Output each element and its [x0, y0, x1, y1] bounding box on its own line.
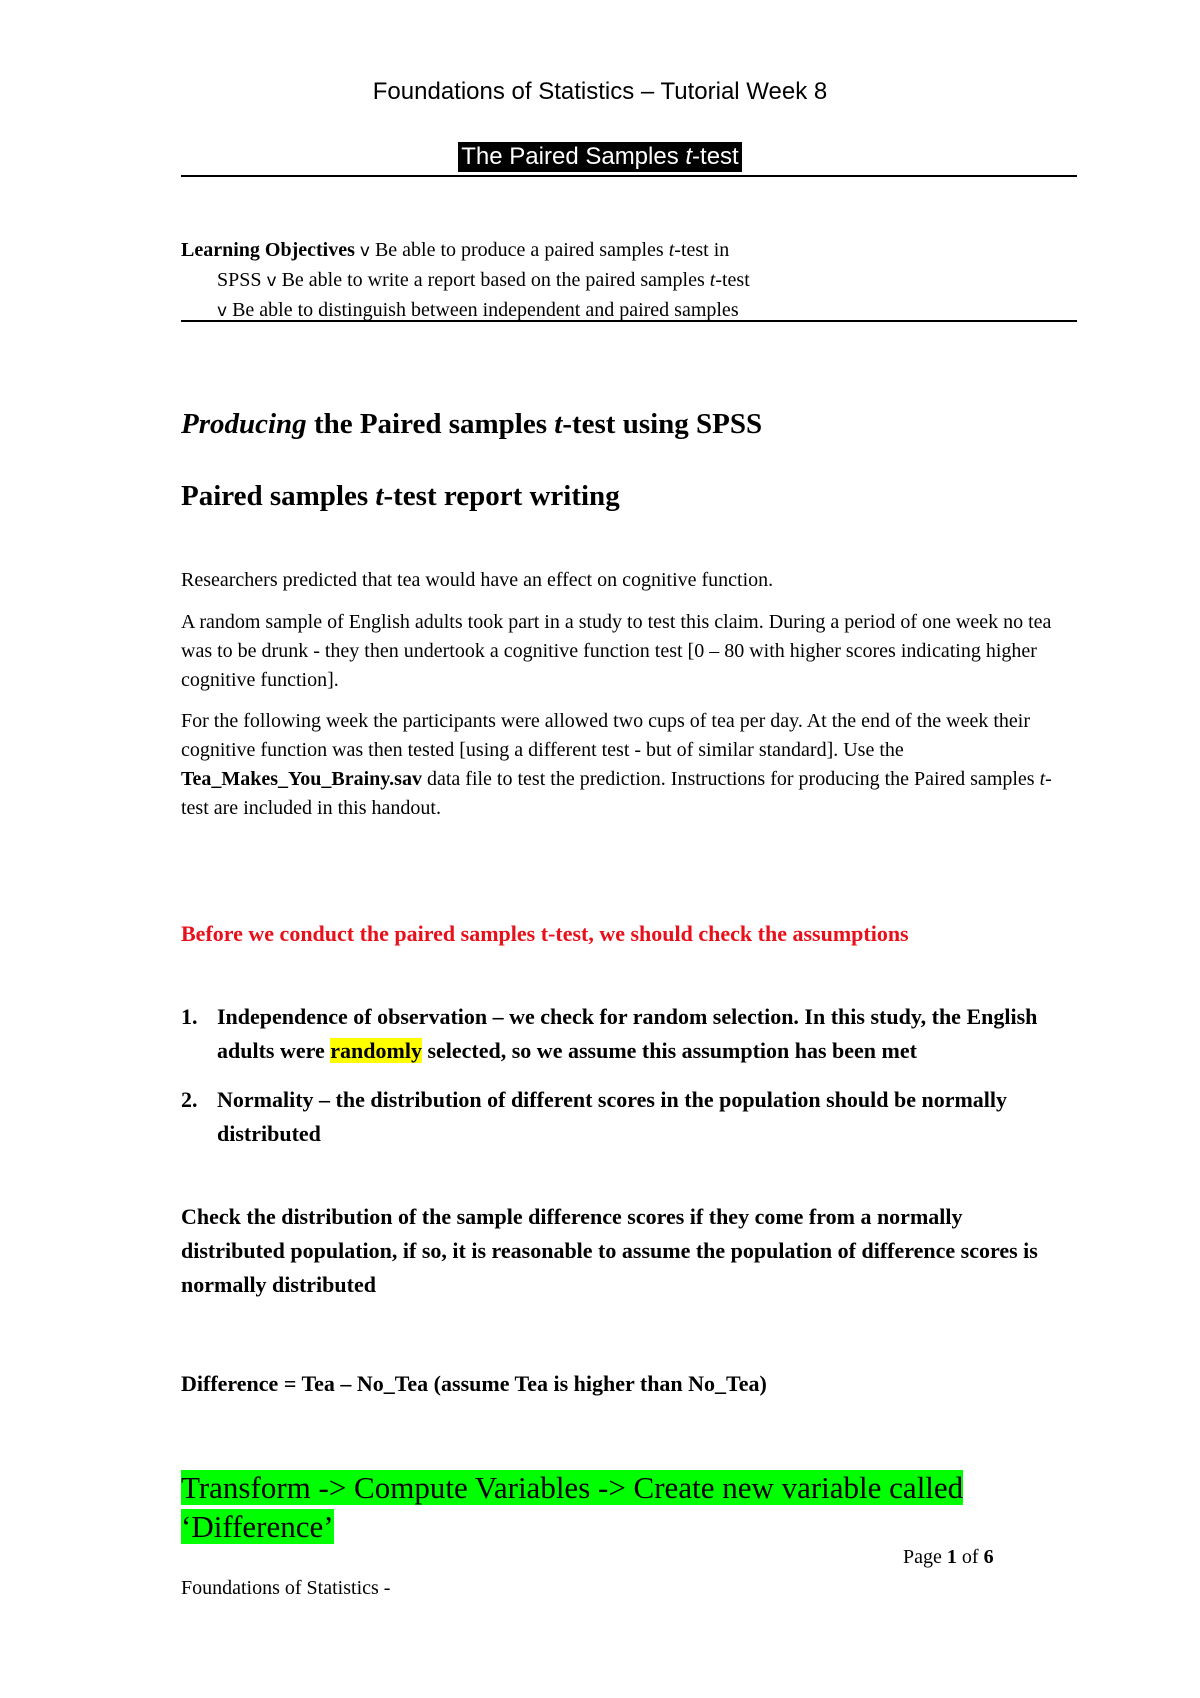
objectives-line-2: SPSS v Be able to write a report based on the paired samples t-test	[217, 269, 750, 291]
check-bullet-icon: v	[217, 301, 228, 321]
paragraph-sample: A random sample of English adults took part in a study to test this claim. During a period of one week no tea was to be drunk - they then undertook a cognitive function test [0 – 80 with higher scores indicating higher cognitive function].	[181, 611, 1052, 691]
highlight-randomly: randomly	[330, 1038, 422, 1063]
list-item: 2. Normality – the distribution of different scores in the population should be normally distributed	[181, 1083, 1041, 1151]
list-number: 2.	[181, 1087, 198, 1112]
document-subtitle: The Paired Samples t-test	[458, 142, 741, 172]
check-bullet-icon: v	[359, 241, 370, 261]
heading-producing: Producing the Paired samples t-test using SPSS	[181, 408, 763, 440]
page-footer: Foundations of Statistics -	[181, 1577, 391, 1599]
list-number: 1.	[181, 1004, 198, 1029]
assumptions-list	[181, 1000, 1041, 1166]
paragraph-procedure: For the following week the participants were allowed two cups of tea per day. At the end of the week their cognitive function was then tested [using a different test - but of similar standard]. Use the Tea_Makes_You_Brainy.sav data file to test the prediction. Instructions for producing the Paired samples t-test are included in this handout.	[181, 710, 1052, 819]
objectives-line-3: v Be able to distinguish between independent and paired samples	[217, 299, 739, 321]
page-number: Page 1 of 6	[903, 1546, 994, 1568]
subtitle-wrapper	[0, 142, 1200, 172]
objectives-line-1: Learning Objectives v Be able to produce a paired samples t-test in	[181, 239, 730, 261]
difference-formula: Difference = Tea – No_Tea (assume Tea is higher than No_Tea)	[181, 1371, 767, 1396]
green-highlight: Transform -> Compute Variables -> Create new variable called ‘Difference’	[181, 1470, 964, 1544]
paragraph-prediction: Researchers predicted that tea would have an effect on cognitive function.	[181, 569, 774, 591]
title-divider	[181, 175, 1077, 177]
list-item: 1. Independence of observation – we check for random selection. In this study, the English adults were randomly selected, so we assume this assumption has been met	[181, 1000, 1041, 1068]
data-file-name: Tea_Makes_You_Brainy.sav	[181, 768, 422, 790]
paragraph-check-distribution: Check the distribution of the sample difference scores if they come from a normally distributed population, if so, it is reasonable to assume the population of difference scores is normally distributed	[181, 1204, 1038, 1297]
assumptions-heading: Before we conduct the paired samples t-test, we should check the assumptions	[181, 921, 909, 946]
objectives-divider	[181, 320, 1077, 322]
spss-instruction	[181, 1468, 1041, 1546]
heading-report-writing: Paired samples t-test report writing	[181, 480, 620, 512]
check-bullet-icon: v	[266, 271, 277, 291]
document-title: Foundations of Statistics – Tutorial Week 8	[372, 78, 828, 105]
learning-objectives	[181, 236, 1041, 326]
